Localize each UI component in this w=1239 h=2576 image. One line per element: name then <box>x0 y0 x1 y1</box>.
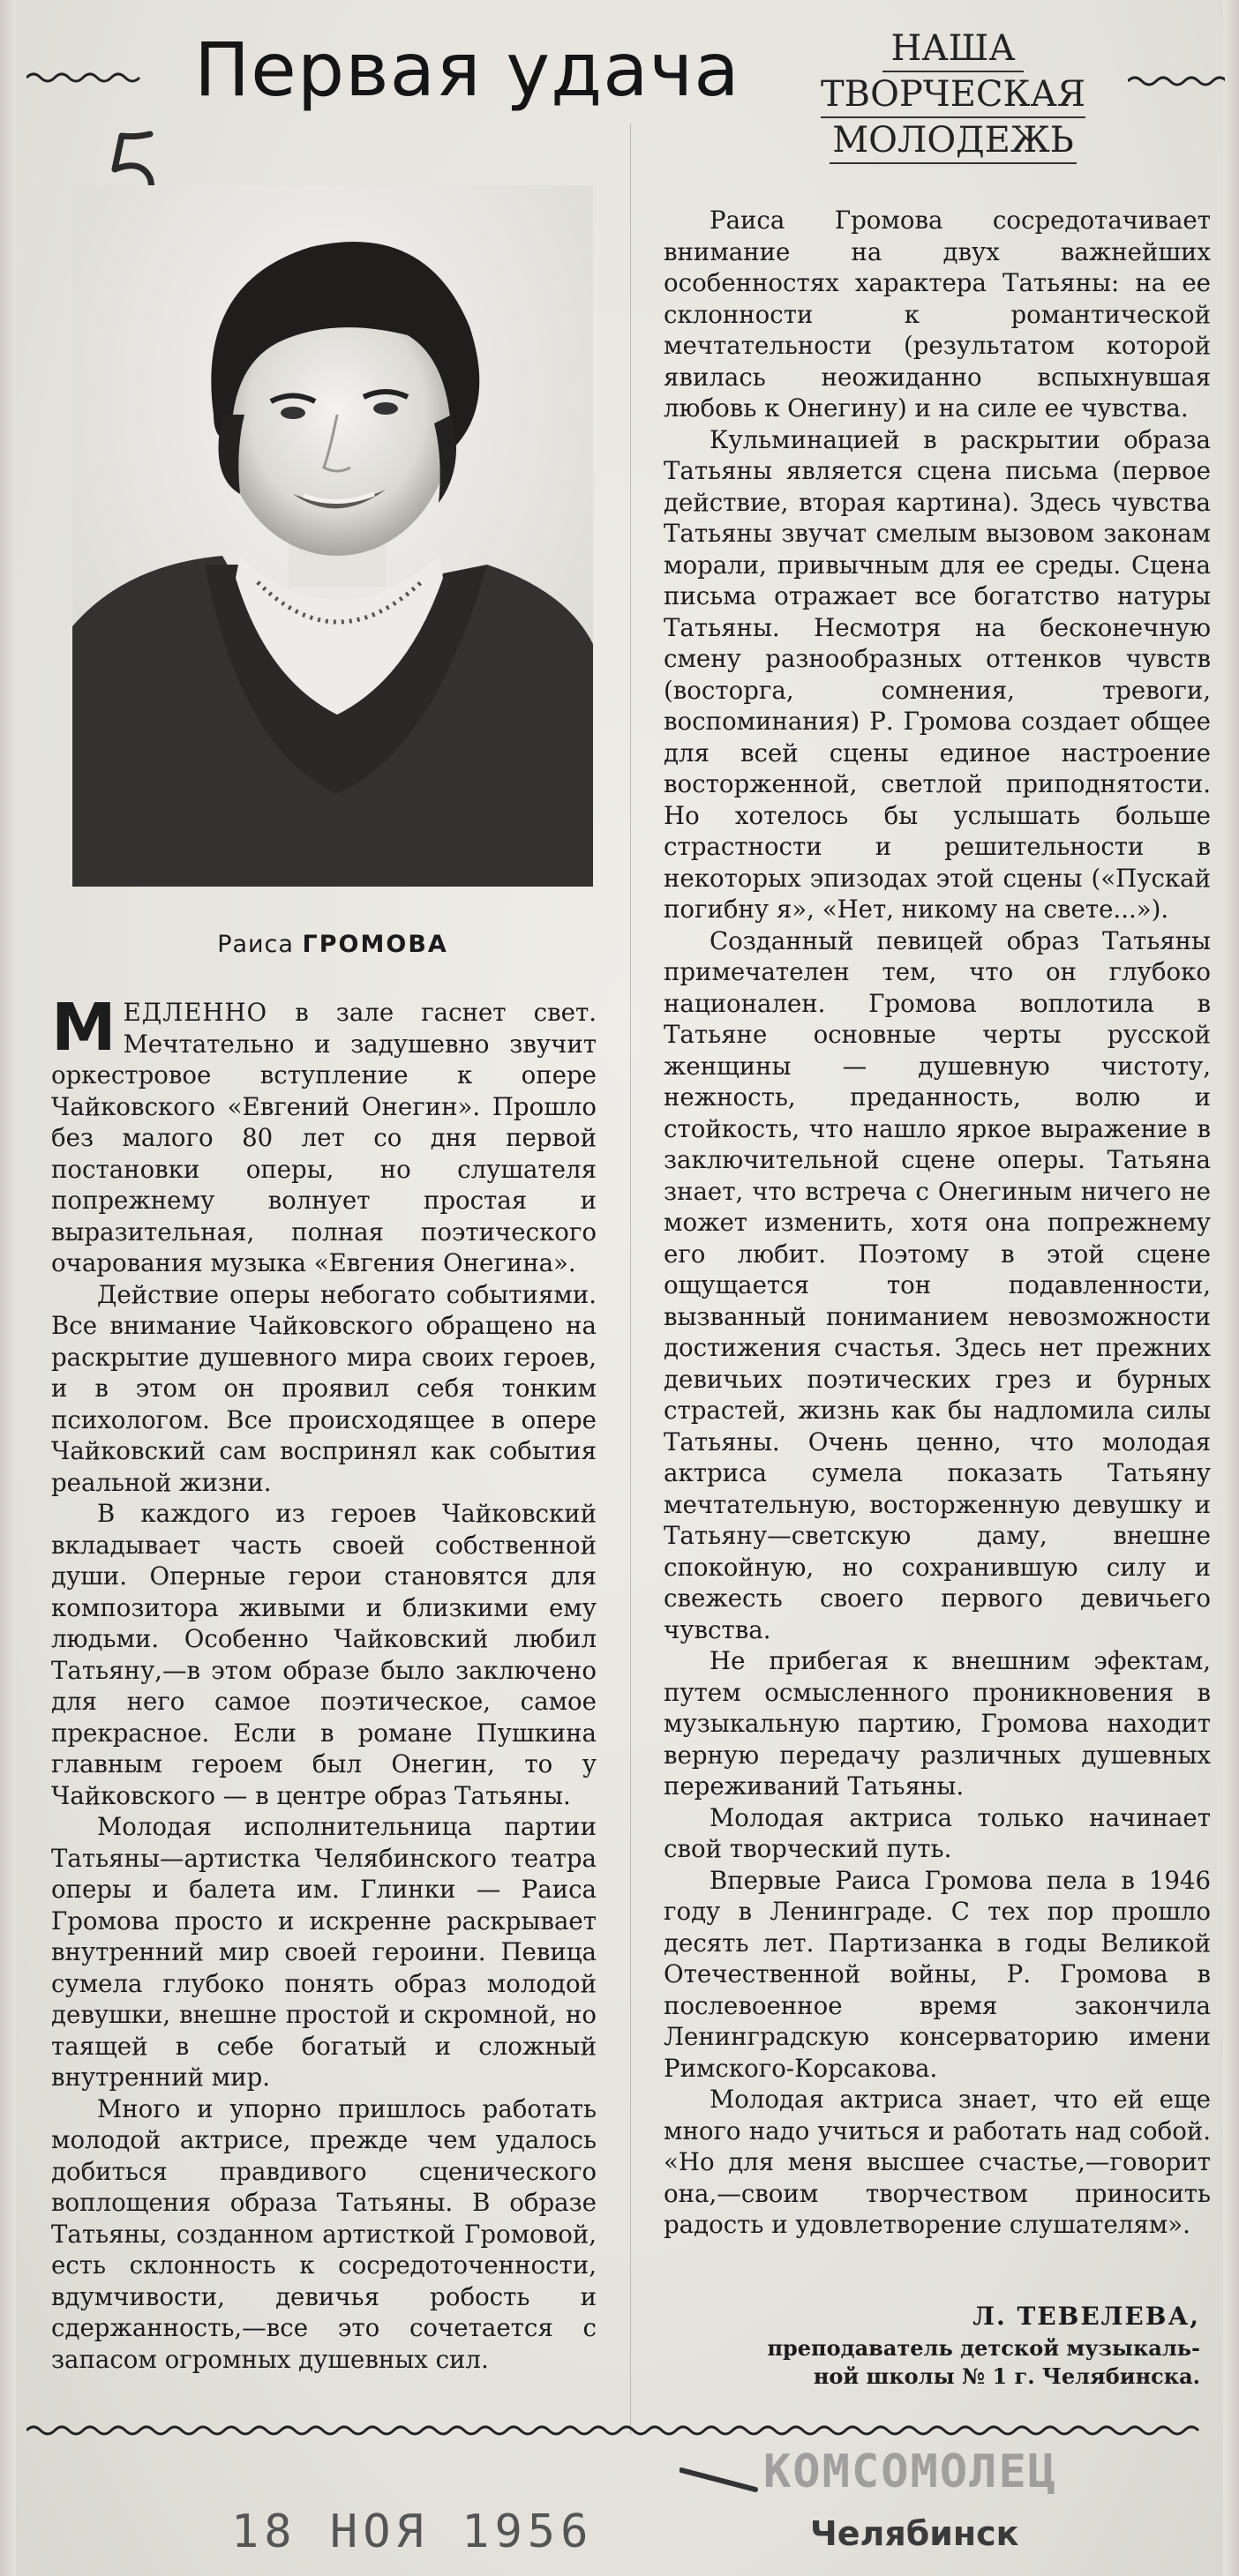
paper-edge-left <box>0 0 16 2576</box>
portrait-photo <box>72 185 593 887</box>
paragraph: Молодая исполнительница партии Татьяны—артистка Челябинского театра оперы и балета им. Глинки — Раиса Громова просто и искренне раскрывает внутренний мир своей героини. Певица сумела глубоко понять образ молодой девушки, внешне простой и скромной, но таящей в себе богатый и сложный внутренний мир. <box>51 1812 597 2092</box>
paragraph: Молодая актриса знает, что ей еще много надо учиться и работать над собой. «Но для меня высшее счастье,—говорит она,—своим творчеством приносить радость и удовлетворение слушателям». <box>664 2085 1211 2239</box>
bottom-wavy-rule <box>26 2422 1209 2439</box>
lead-paragraph <box>51 990 597 1279</box>
author-signature <box>671 2299 1200 2391</box>
lead-text: в зале гаснет свет. Мечтательно и задушевно звучит оркестровое вступление к опере Чайковского «Евгений Онегин». Прошло без малого 80 лет со дня первой постановки оперы, но слушателя попрежнему волнует простая и выразительная, полная поэтического очарования музыка «Евгения Онегина». <box>51 998 597 1277</box>
newspaper-stamp: КОМСОМОЛЕЦ <box>763 2445 1058 2498</box>
photo-caption <box>72 931 593 958</box>
paragraph: Впервые Раиса Громова пела в 1946 году в Ленинграде. С тех пор прошло десять лет. Партизанка в годы Великой Отечественной войны, Р. Громова в послевоенное время закончила Ленинградскую консерваторию имени Римского-Корсакова. <box>664 1865 1211 2083</box>
rubric-line-2: ТВОРЧЕСКАЯ <box>821 72 1085 118</box>
caption-first-name: Раиса <box>217 931 294 958</box>
caption-last-name: ГРОМОВА <box>302 931 448 958</box>
wavy-rule-left <box>26 69 141 86</box>
paragraph: Не прибегая к внешним эфектам, путем осмысленного проникновения в музыкальную партию, Громова находит верную передачу различных душевных переживаний Татьяны. <box>664 1646 1211 1801</box>
author-role-line-1: преподаватель детской музыкаль- <box>767 2335 1200 2361</box>
paragraph: В каждого из героев Чайковский вкладывает часть своей собственной души. Оперные герои становятся для композитора живыми и близкими ему людьми. Особенно Чайковский любил Татьяну,—в этом образе было заключено для него самое поэтическое, самое прекрасное. Если в романе Пушкина главным героем был Онегин, то у Чайковского — в центре образ Татьяны. <box>51 1499 597 1810</box>
paragraph: Кульминацией в раскрытии образа Татьяны является сцена письма (первое действие, вторая картина). Здесь чувства Татьяны звучат смелым вызовом законам морали, привычным для ее среды. Сцена письма отражает все богатство натуры Татьяны. Несмотря на бесконечную смену разнообразных оттенков чувств (восторга, сомнения, тревоги, воспоминания) Р. Громова создает общее для всей сцены единое настроение восторженной, светлой приподнятости. Но хотелось бы услышать больше страстности и решительности в некоторых эпизодах этой сцены («Пускай погибну я», «Нет, никому на свете...»). <box>664 424 1211 924</box>
publication-date: 18 НОЯ 1956 <box>231 2505 594 2558</box>
rubric-line-1: НАША <box>882 26 1024 72</box>
article-column-right <box>664 205 1211 2241</box>
pen-stroke-mark <box>680 2463 759 2502</box>
paper-edge-right <box>1223 0 1239 2576</box>
publication-city: Челябинск <box>810 2514 1019 2553</box>
article-headline: Первая удача <box>194 26 740 113</box>
rubric-line-3: МОЛОДЕЖЬ <box>830 118 1077 164</box>
drop-cap: М <box>51 990 116 1066</box>
author-role-line-2: ной школы № 1 г. Челябинска. <box>813 2363 1200 2389</box>
paragraph: Молодая актриса только начинает свой творческий путь. <box>664 1802 1211 1863</box>
paragraph: Действие оперы небогато событиями. Все внимание Чайковского обращено на раскрытие душевного мира своих героев, и в этом он проявил себя тонким психологом. Все происходящее в опере Чайковский сам воспринял как события реальной жизни. <box>51 1279 597 1497</box>
wavy-rule-right <box>1128 72 1225 90</box>
author-name: Л. ТЕВЕЛЕВА, <box>972 2302 1200 2331</box>
paragraph: Раиса Громова сосредотачивает внимание на двух важнейших особенностях характера Татьяны: на ее склонности к романтической мечтательности (результатом которой явилась неожиданно вспыхнувшая любовь к Онегину) и на силе ее чувства. <box>664 206 1211 423</box>
paragraph: Созданный певицей образ Татьяны примечателен тем, что он глубоко национален. Громова воплотила в Татьяне основные черты русской женщины — душевную чистоту, нежность, преданность, волю и стойкость, что нашло яркое выражение в заключительной сцене оперы. Татьяна знает, что встреча с Онегиным ничего не может изменить, хотя она попрежнему его любит. Поэтому в этой сцене ощущается тон подавленности, вызванный пониманием невозможности достижения счастья. Здесь нет прежних девичьих поэтических грез и бурных страстей, жизнь как бы надломила силы Татьяны. Очень ценно, что молодая актриса сумела показать Татьяну мечтательную, восторженную девушку и Татьяну—светскую даму, внешне спокойную, но сохранившую силу и свежесть своего первого девичьего чувства. <box>664 925 1211 1644</box>
column-divider <box>630 124 631 2435</box>
paragraph: Много и упорно пришлось работать молодой актрисе, прежде чем удалось добиться правдивого сценического воплощения образа Татьяны. В образе Татьяны, созданном артисткой Громовой, есть склонность к сосредоточенности, вдумчивости, девичья робость и сдержанность,—все это сочетается с запасом огромных душевных сил. <box>51 2093 597 2374</box>
section-rubric <box>812 26 1094 164</box>
lead-caps: ЕДЛЕННО <box>123 998 268 1027</box>
article-column-left <box>51 990 597 2375</box>
